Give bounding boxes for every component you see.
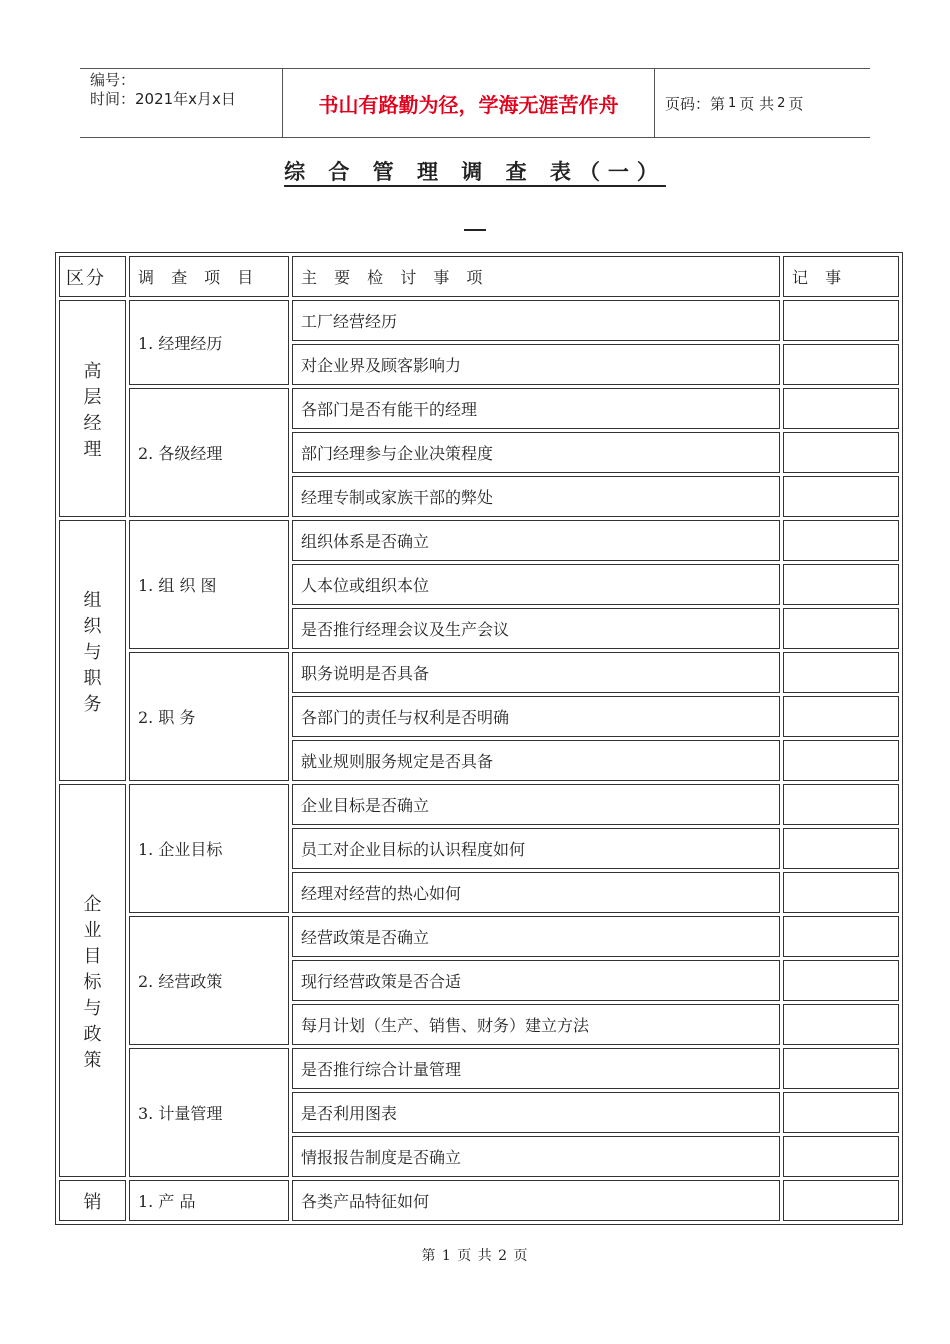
check-point-cell: 各部门的责任与权利是否明确 xyxy=(292,696,780,737)
code-label: 编号： xyxy=(90,71,136,89)
note-cell[interactable] xyxy=(783,1092,899,1133)
check-point-cell: 经营政策是否确立 xyxy=(292,916,780,957)
table-row xyxy=(59,520,899,561)
table-row xyxy=(59,1048,899,1089)
section-name-char: 策 xyxy=(83,1049,102,1071)
survey-item-cell: 1. 经理经历 xyxy=(129,300,289,385)
section-name-char: 务 xyxy=(83,693,102,715)
column-header-item: 调 查 项 目 xyxy=(129,256,289,297)
section-name-vertical xyxy=(60,1188,125,1214)
survey-item-cell: 3. 计量管理 xyxy=(129,1048,289,1177)
note-cell[interactable] xyxy=(783,828,899,869)
document-title xyxy=(0,156,950,186)
check-point-cell: 现行经营政策是否合适 xyxy=(292,960,780,1001)
section-name-char: 销 xyxy=(83,1191,102,1213)
note-cell[interactable] xyxy=(783,1048,899,1089)
section-name-char: 企 xyxy=(83,893,102,915)
check-point-cell: 组织体系是否确立 xyxy=(292,520,780,561)
survey-item-cell: 2. 职 务 xyxy=(129,652,289,781)
section-name-char: 与 xyxy=(83,997,102,1019)
check-point-cell: 经理对经营的热心如何 xyxy=(292,872,780,913)
section-name-vertical xyxy=(60,586,125,716)
check-point-cell: 是否推行经理会议及生产会议 xyxy=(292,608,780,649)
section-name-vertical xyxy=(60,357,125,461)
table-row xyxy=(59,388,899,429)
check-point-cell: 情报报告制度是否确立 xyxy=(292,1136,780,1177)
table-row xyxy=(59,916,899,957)
survey-item-cell: 1. 组 织 图 xyxy=(129,520,289,649)
note-cell[interactable] xyxy=(783,696,899,737)
check-point-cell: 工厂经营经历 xyxy=(292,300,780,341)
section-name-char: 经 xyxy=(83,412,102,434)
note-cell[interactable] xyxy=(783,388,899,429)
header-motto: 书山有路勤为径，学海无涯苦作舟 xyxy=(282,69,655,137)
check-point-cell: 部门经理参与企业决策程度 xyxy=(292,432,780,473)
section-name-cell xyxy=(59,1180,126,1221)
section-name-char: 组 xyxy=(83,589,102,611)
note-cell[interactable] xyxy=(783,784,899,825)
document-title-text: 综 合 管 理 调 查 表（一） xyxy=(284,159,666,184)
section-name-char: 高 xyxy=(83,360,102,382)
section-name-char: 标 xyxy=(83,971,102,993)
section-name-char: 职 xyxy=(83,667,102,689)
note-cell[interactable] xyxy=(783,872,899,913)
header-meta xyxy=(80,69,282,137)
page-current: 1 xyxy=(728,95,737,111)
check-point-cell: 员工对企业目标的认识程度如何 xyxy=(292,828,780,869)
section-name-char: 业 xyxy=(83,919,102,941)
survey-item-cell: 2. 经营政策 xyxy=(129,916,289,1045)
note-cell[interactable] xyxy=(783,916,899,957)
check-point-cell: 是否推行综合计量管理 xyxy=(292,1048,780,1089)
survey-table-body xyxy=(59,256,899,1221)
check-point-cell: 职务说明是否具备 xyxy=(292,652,780,693)
check-point-cell: 经理专制或家族干部的弊处 xyxy=(292,476,780,517)
column-header-checks: 主 要 检 讨 事 项 xyxy=(292,256,780,297)
survey-item-cell: 1. 产 品 xyxy=(129,1180,289,1221)
check-point-cell: 就业规则服务规定是否具备 xyxy=(292,740,780,781)
title-dash-divider xyxy=(464,229,486,231)
section-name-cell xyxy=(59,300,126,517)
section-name-char: 与 xyxy=(83,641,102,663)
note-cell[interactable] xyxy=(783,520,899,561)
check-point-cell: 每月计划（生产、销售、财务）建立方法 xyxy=(292,1004,780,1045)
survey-table xyxy=(55,252,903,1225)
check-point-cell: 各类产品特征如何 xyxy=(292,1180,780,1221)
note-cell[interactable] xyxy=(783,1004,899,1045)
note-cell[interactable] xyxy=(783,608,899,649)
page-prefix: 页码：第 xyxy=(665,94,726,113)
section-name-char: 织 xyxy=(83,615,102,637)
note-cell[interactable] xyxy=(783,960,899,1001)
table-header-row xyxy=(59,256,899,297)
section-name-vertical xyxy=(60,890,125,1072)
check-point-cell: 人本位或组织本位 xyxy=(292,564,780,605)
check-point-cell: 各部门是否有能干的经理 xyxy=(292,388,780,429)
section-name-char: 层 xyxy=(83,386,102,408)
section-name-char: 目 xyxy=(83,945,102,967)
table-row xyxy=(59,784,899,825)
note-cell[interactable] xyxy=(783,432,899,473)
table-row xyxy=(59,1180,899,1221)
page-suffix: 页 xyxy=(788,94,804,113)
section-name-char: 理 xyxy=(83,438,102,460)
check-point-cell: 是否利用图表 xyxy=(292,1092,780,1133)
page-mid: 页 共 xyxy=(739,94,775,113)
check-point-cell: 对企业界及顾客影响力 xyxy=(292,344,780,385)
check-point-cell: 企业目标是否确立 xyxy=(292,784,780,825)
column-header-section: 区分 xyxy=(59,256,126,297)
document-header xyxy=(80,68,870,138)
column-header-notes: 记 事 xyxy=(783,256,899,297)
section-name-cell xyxy=(59,520,126,781)
note-cell[interactable] xyxy=(783,300,899,341)
table-row xyxy=(59,652,899,693)
note-cell[interactable] xyxy=(783,344,899,385)
table-row xyxy=(59,300,899,341)
section-name-char: 政 xyxy=(83,1023,102,1045)
survey-item-cell: 2. 各级经理 xyxy=(129,388,289,517)
note-cell[interactable] xyxy=(783,476,899,517)
note-cell[interactable] xyxy=(783,740,899,781)
note-cell[interactable] xyxy=(783,652,899,693)
header-page-number xyxy=(655,69,870,137)
survey-item-cell: 1. 企业目标 xyxy=(129,784,289,913)
note-cell[interactable] xyxy=(783,564,899,605)
section-name-cell xyxy=(59,784,126,1177)
note-cell[interactable] xyxy=(783,1136,899,1177)
note-cell[interactable] xyxy=(783,1180,899,1221)
page-total: 2 xyxy=(777,95,786,111)
page-footer: 第 1 页 共 2 页 xyxy=(421,1248,529,1264)
date-label: 时间：2021年x月x日 xyxy=(90,90,236,108)
